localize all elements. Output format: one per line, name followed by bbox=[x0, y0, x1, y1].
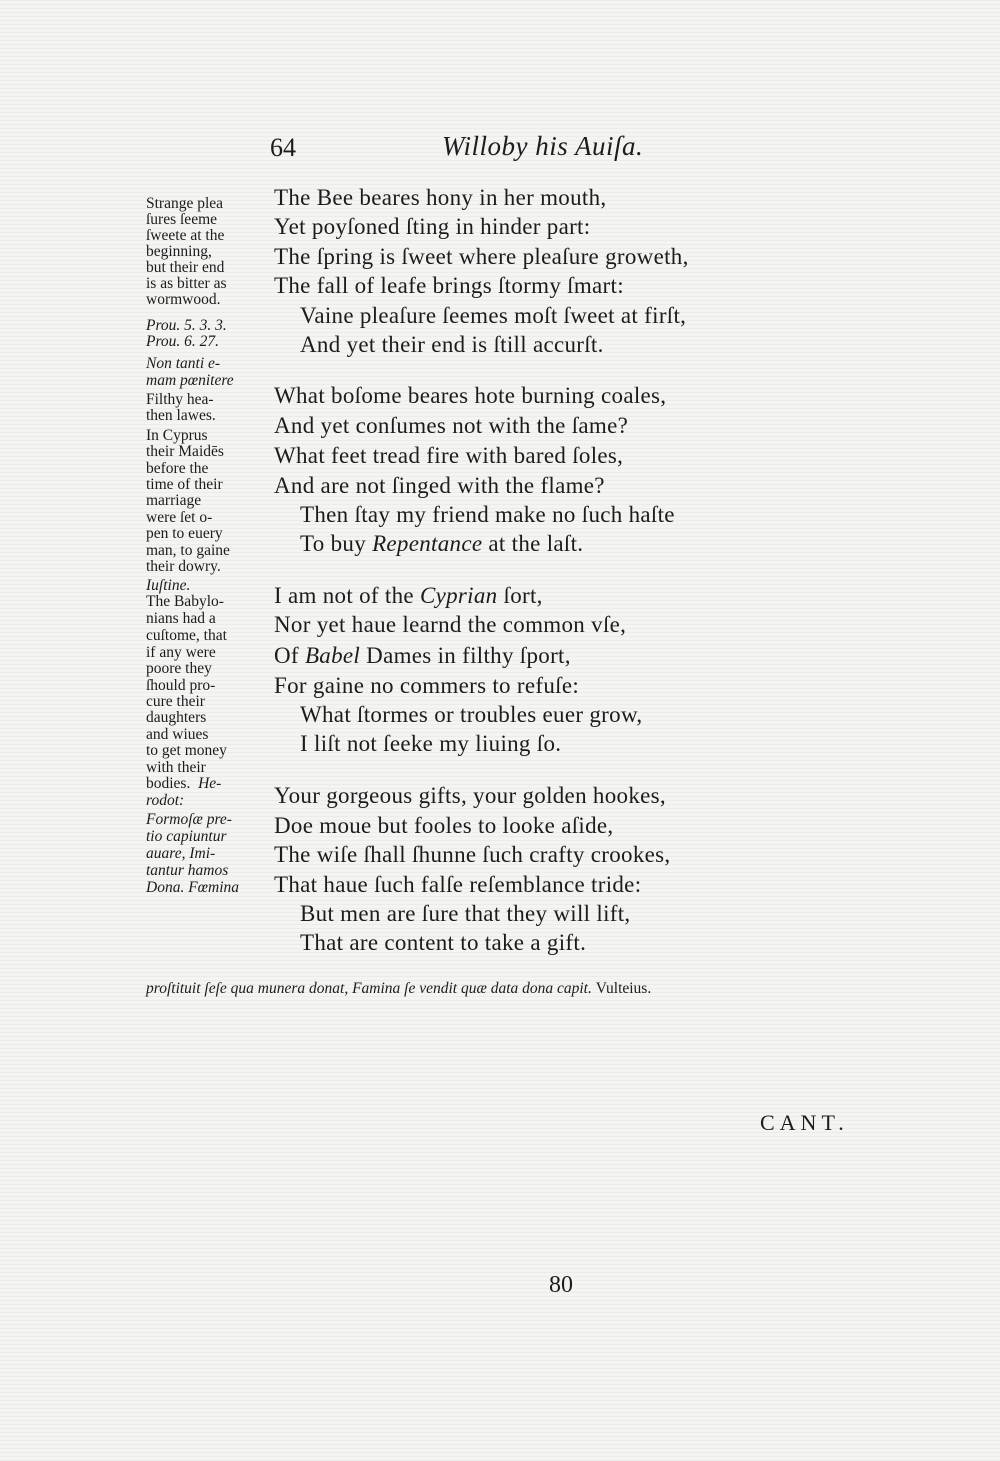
margin-note: Filthy hea- bbox=[146, 391, 214, 408]
catchword: CANT. bbox=[760, 1110, 849, 1135]
margin-note: Strange plea bbox=[146, 195, 224, 212]
margin-note: time of their bbox=[146, 476, 223, 493]
page-number: 64 bbox=[270, 133, 296, 162]
margin-note: but their end bbox=[146, 259, 225, 276]
verse-line: That haue ſuch falſe reſemblance tride: bbox=[274, 872, 642, 897]
italic-word: Repentance bbox=[372, 531, 483, 556]
margin-note: is as bitter as bbox=[146, 275, 227, 292]
footnote-author: Vulteius. bbox=[595, 980, 652, 997]
verse-line: Your gorgeous gifts, your golden hookes, bbox=[274, 783, 666, 808]
margin-note: In Cyprus bbox=[146, 427, 208, 444]
margin-note: with their bbox=[146, 759, 206, 776]
running-title: Willoby his Auiſa. bbox=[442, 131, 644, 161]
margin-note: their Maidēs bbox=[146, 443, 224, 460]
margin-note: mam pœnitere bbox=[146, 372, 234, 389]
margin-note: ſures ſeeme bbox=[146, 211, 218, 228]
verse-line: Then ſtay my friend make no ſuch haſte bbox=[300, 502, 675, 527]
margin-note: Formoſæ pre- bbox=[146, 811, 232, 828]
verse-line: But men are ſure that they will lift, bbox=[300, 901, 631, 926]
margin-note bbox=[146, 776, 221, 791]
verse-text: To buy bbox=[300, 531, 366, 556]
verse-line: And yet conſumes not with the ſame? bbox=[274, 413, 629, 438]
verse-text: at the laſt. bbox=[488, 531, 584, 556]
margin-note: rodot: bbox=[146, 792, 185, 809]
italic-word: Babel bbox=[304, 643, 361, 668]
margin-note: if any were bbox=[146, 644, 216, 661]
verse-line: Yet poyſoned ſting in hinder part: bbox=[274, 214, 591, 239]
margin-note: their dowry. bbox=[146, 558, 221, 575]
margin-note: Non tanti e- bbox=[146, 355, 221, 372]
margin-note: ſhould pro- bbox=[146, 677, 216, 694]
verse-line: What feet tread fire with bared ſoles, bbox=[274, 443, 624, 468]
verse-line bbox=[300, 531, 583, 557]
verse-line: And yet their end is ſtill accurſt. bbox=[300, 332, 604, 357]
verse-line: That are content to take a gift. bbox=[300, 930, 587, 955]
margin-note: wormwood. bbox=[146, 291, 221, 308]
verse-line: Nor yet haue learnd the common vſe, bbox=[274, 612, 627, 637]
margin-note: and wiues bbox=[146, 726, 209, 743]
margin-note: beginning, bbox=[146, 243, 212, 260]
margin-note: daughters bbox=[146, 709, 207, 726]
margin-note: before the bbox=[146, 460, 209, 477]
margin-note: cuſtome, that bbox=[146, 627, 227, 644]
margin-note: marriage bbox=[146, 492, 202, 509]
verse-line: The Bee beares hony in her mouth, bbox=[274, 185, 607, 210]
margin-note: Prou. 6. 27. bbox=[146, 333, 220, 350]
verse-line bbox=[274, 583, 543, 609]
italic-word: Cyprian bbox=[419, 583, 498, 608]
folio-number: 80 bbox=[549, 1272, 573, 1298]
margin-note: then lawes. bbox=[146, 407, 216, 424]
margin-note: nians had a bbox=[146, 610, 216, 627]
verse-text: Of bbox=[274, 643, 299, 668]
verse-line: What ſtormes or troubles euer grow, bbox=[300, 702, 643, 727]
margin-note: Prou. 5. 3. 3. bbox=[146, 317, 227, 334]
margin-note: Iuſtine. bbox=[146, 577, 191, 594]
verse-line: What boſome beares hote burning coales, bbox=[274, 383, 667, 408]
margin-note-text: bodies. bbox=[146, 775, 191, 792]
margin-note-italic: He- bbox=[198, 775, 222, 792]
margin-note: tantur hamos bbox=[146, 862, 229, 879]
margin-note: ſweete at the bbox=[146, 227, 225, 244]
verse-text: ſort, bbox=[503, 583, 543, 608]
margin-note: auare, Imi- bbox=[146, 845, 216, 862]
margin-note: poore they bbox=[146, 660, 212, 677]
margin-note: were ſet o- bbox=[146, 509, 213, 526]
margin-note: The Babylo- bbox=[146, 593, 224, 610]
margin-note: Dona. Fœmina bbox=[146, 879, 239, 896]
margin-note: man, to gaine bbox=[146, 542, 230, 559]
verse-line: I liſt not ſeeke my liuing ſo. bbox=[300, 731, 562, 756]
verse-text: Dames in filthy ſport, bbox=[366, 643, 571, 668]
verse-line: The fall of leafe brings ſtormy ſmart: bbox=[274, 273, 624, 298]
verse-line: Doe moue but fooles to looke aſide, bbox=[274, 813, 614, 838]
verse-line bbox=[274, 643, 571, 669]
verse-line: For gaine no commers to refuſe: bbox=[274, 673, 580, 698]
margin-note: to get money bbox=[146, 742, 227, 759]
margin-note: tio capiuntur bbox=[146, 828, 227, 845]
verse-text: I am not of the bbox=[274, 583, 414, 608]
footnote-text: proſtituit ſeſe qua munera donat, Famina ſe vendit quæ data dona capit. bbox=[146, 980, 592, 997]
margin-note: pen to euery bbox=[146, 525, 223, 542]
verse-line: The ſpring is ſweet where pleaſure groweth, bbox=[274, 244, 689, 269]
footnote-line bbox=[146, 980, 651, 998]
margin-note: cure their bbox=[146, 693, 205, 710]
verse-line: And are not ſinged with the flame? bbox=[274, 473, 605, 498]
verse-line: Vaine pleaſure ſeemes moſt ſweet at firſt, bbox=[300, 303, 687, 328]
verse-line: The wiſe ſhall ſhunne ſuch crafty crookes, bbox=[274, 842, 671, 867]
